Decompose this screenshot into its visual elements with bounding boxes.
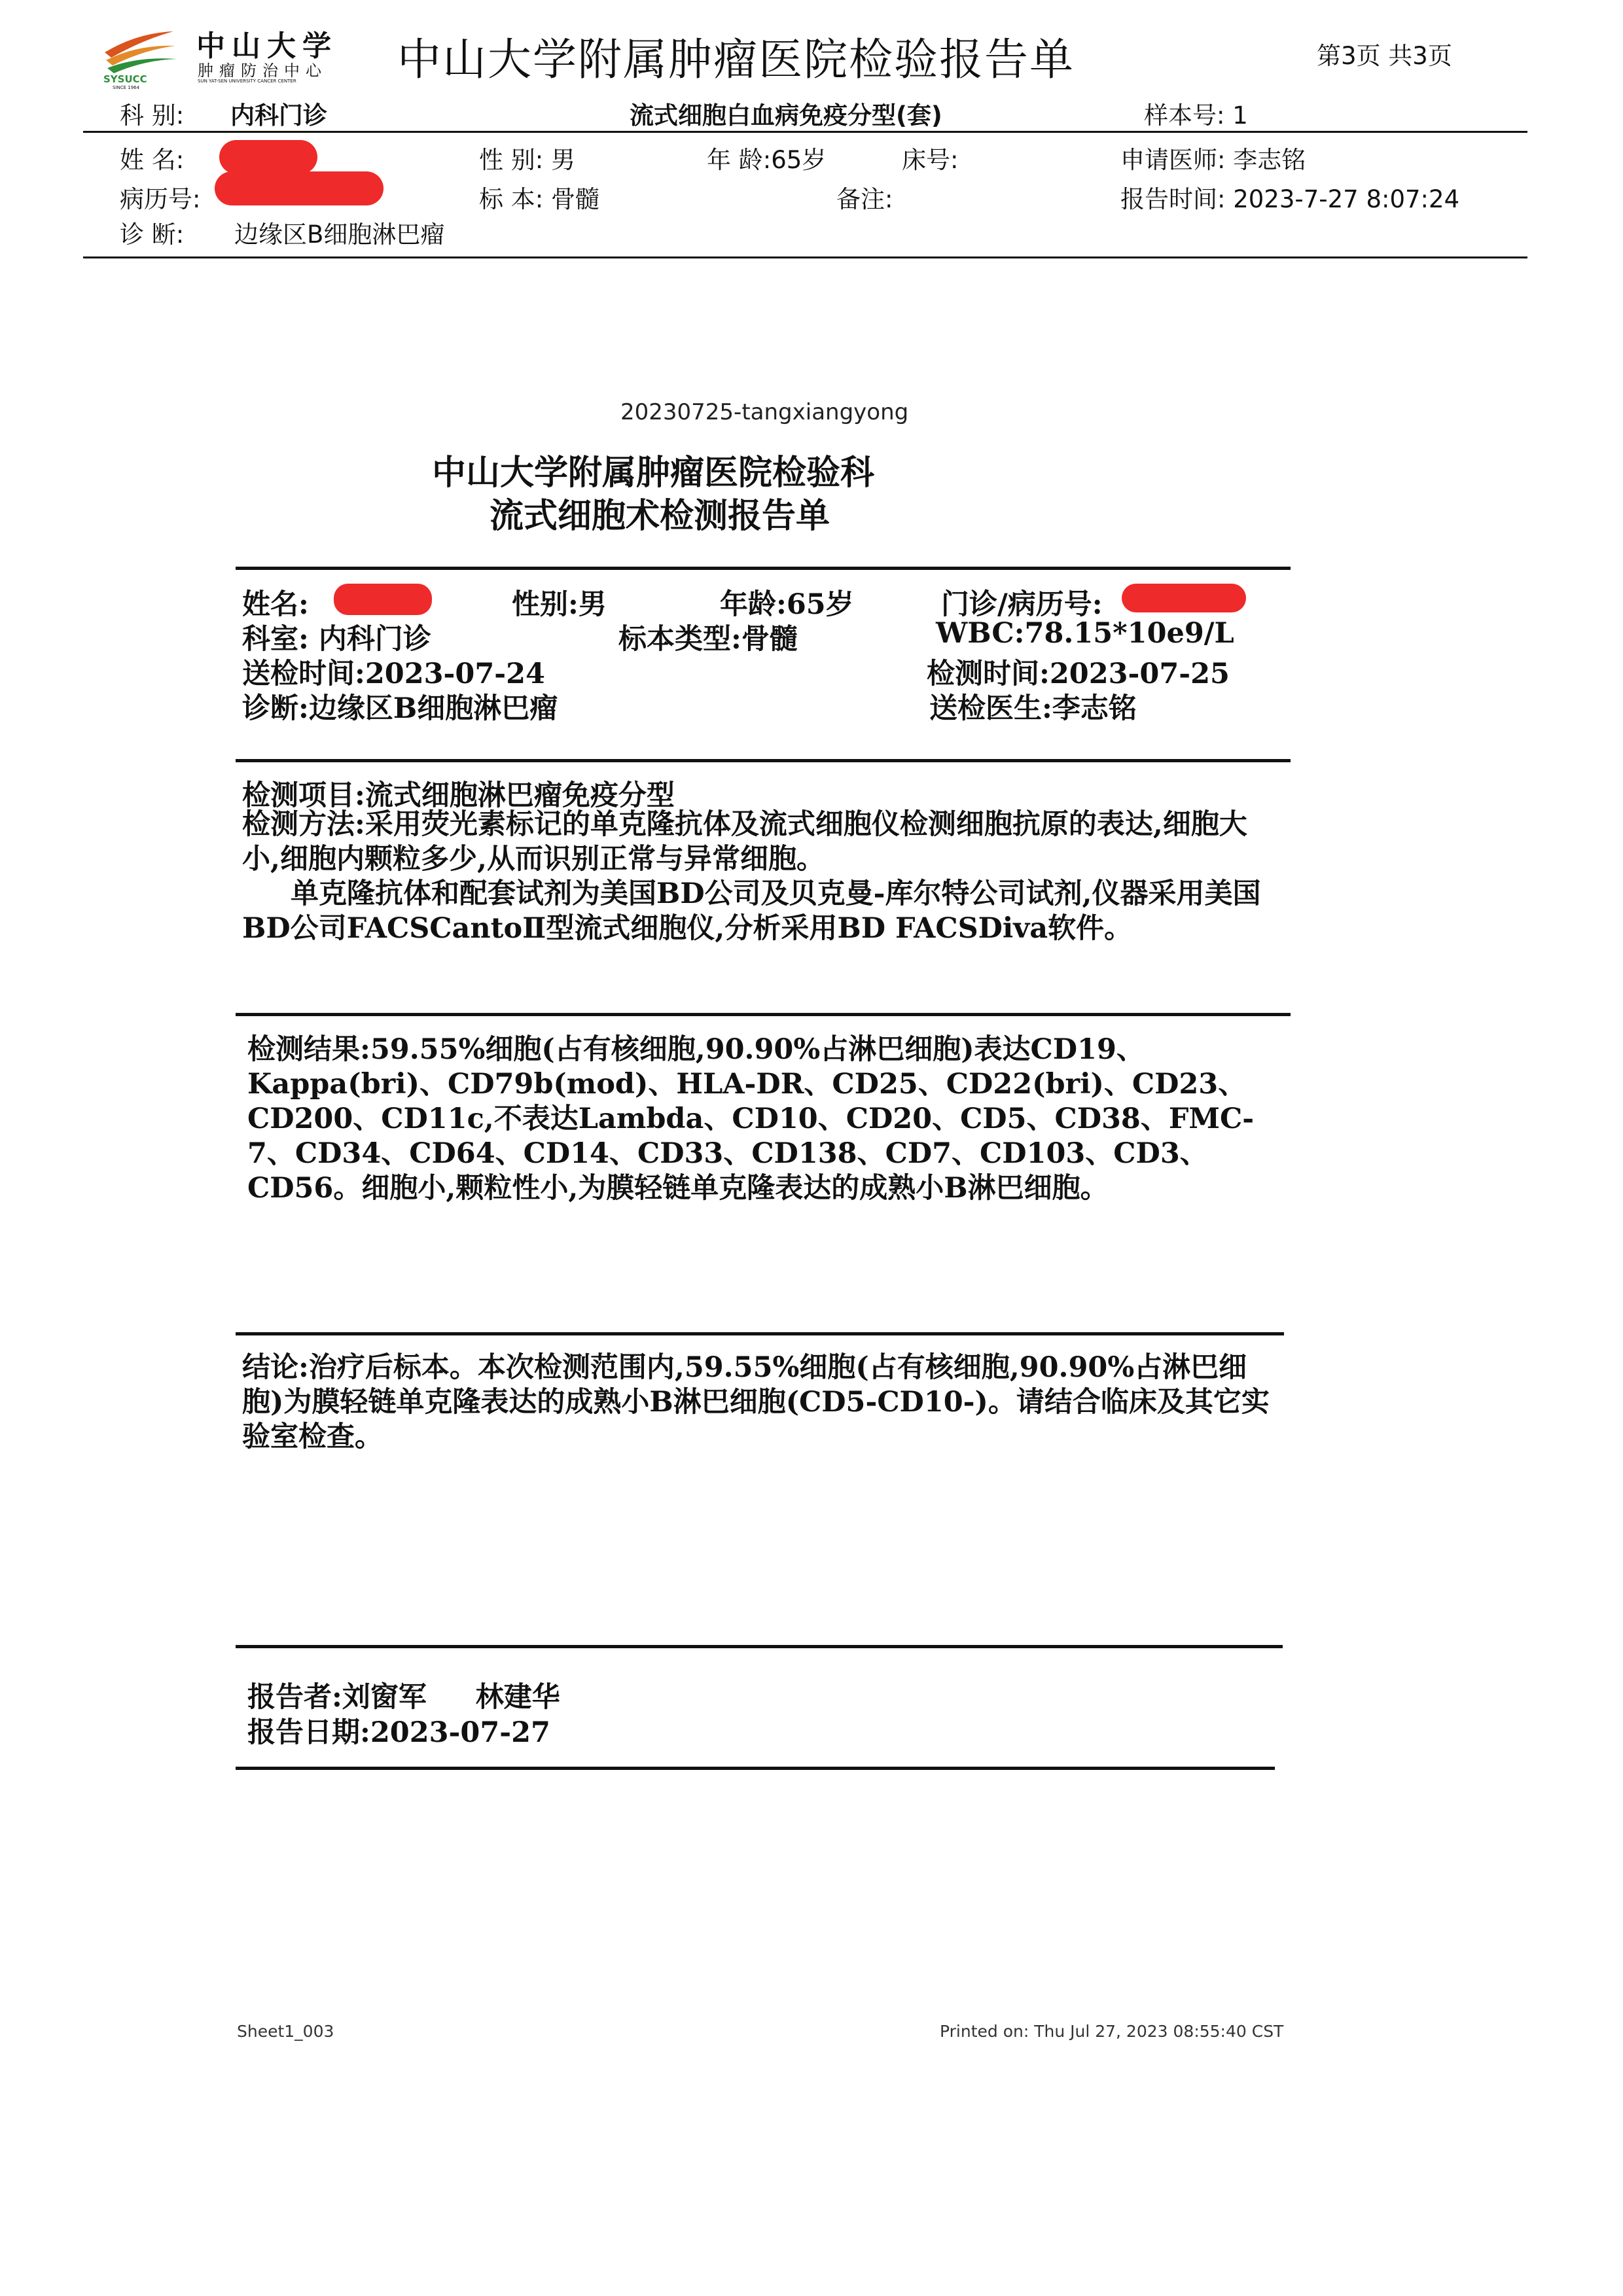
info-send-doctor: 送检医生:李志铭	[929, 692, 1137, 725]
page-title: 中山大学附属肿瘤医院检验报告单	[397, 34, 1075, 85]
logo-center-name: 肿瘤防治中心	[198, 62, 327, 80]
test-name: 流式细胞白血病免疫分型(套)	[630, 101, 942, 130]
department-label: 科 别:	[120, 101, 185, 130]
info-record-label: 门诊/病历号:	[941, 588, 1103, 621]
report-title: 流式细胞术检测报告单	[490, 496, 830, 536]
logo-emblem-icon	[98, 20, 183, 85]
redacted-name	[219, 140, 317, 174]
header-divider	[83, 131, 1527, 133]
redacted-info-record	[1122, 584, 1246, 612]
page-indicator: 第3页 共3页	[1317, 42, 1452, 70]
hospital-logo	[98, 20, 360, 90]
report-date: 报告日期:2023-07-27	[247, 1716, 550, 1749]
report-time: 报告时间: 2023-7-27 8:07:24	[1120, 185, 1460, 213]
test-reagents: 单克隆抗体和配套试剂为美国BD公司及贝克曼-库尔特公司试剂,仪器采用美国BD公司FACSCantoⅡ型流式细胞仪,分析采用BD FACSDiva软件。	[242, 877, 1261, 945]
remarks-label: 备注:	[836, 185, 893, 213]
report-id-line: 20230725-tangxiangyong	[620, 399, 909, 425]
info-department: 科室: 内科门诊	[242, 623, 431, 656]
department-value: 内科门诊	[230, 101, 327, 130]
info-sex: 性别:男	[512, 588, 607, 621]
diagnosis-label: 诊 断:	[120, 221, 185, 249]
specimen: 标 本: 骨髓	[479, 185, 599, 213]
info-send-time: 送检时间:2023-07-24	[242, 658, 545, 690]
diagnosis-value: 边缘区B细胞淋巴瘤	[234, 221, 445, 249]
patient-name-label: 姓 名:	[120, 146, 185, 174]
info-test-time: 检测时间:2023-07-25	[927, 658, 1230, 690]
section-line-3	[236, 1013, 1291, 1016]
patient-divider	[83, 256, 1527, 258]
info-wbc: WBC:78.15*10e9/L	[936, 617, 1234, 650]
patient-sex: 性 别: 男	[479, 146, 575, 174]
requesting-doctor: 申请医师: 李志铭	[1120, 146, 1306, 174]
record-number-label: 病历号:	[120, 185, 201, 213]
lab-title: 中山大学附属肿瘤医院检验科	[432, 453, 875, 493]
logo-university-name: 中山大学	[196, 29, 338, 63]
info-specimen-type: 标本类型:骨髓	[618, 623, 798, 656]
svg-text:SYSUCC: SYSUCC	[103, 73, 147, 85]
patient-age: 年 龄:65岁	[707, 146, 827, 174]
info-name-label: 姓名:	[242, 588, 309, 621]
info-diagnosis: 诊断:边缘区B细胞淋巴瘤	[242, 692, 558, 725]
reporter: 报告者:刘窗军 林建华	[247, 1681, 560, 1714]
logo-english-name: SUN YAT-SEN UNIVERSITY CANCER CENTER	[198, 79, 296, 84]
section-line-4	[236, 1332, 1284, 1335]
test-method: 检测方法:采用荧光素标记的单克隆抗体及流式细胞仪检测细胞抗原的表达,细胞大小,细胞内颗粒多少,从而识别正常与异常细胞。	[242, 808, 1247, 875]
info-age: 年龄:65岁	[720, 588, 854, 621]
test-item: 检测项目:流式细胞淋巴瘤免疫分型	[242, 779, 675, 812]
redacted-record-number	[215, 171, 383, 205]
section-line-5	[236, 1645, 1283, 1648]
printed-timestamp: Printed on: Thu Jul 27, 2023 08:55:40 CST	[940, 2022, 1284, 2041]
logo-year: SINCE 1964	[113, 85, 140, 90]
patient-bed: 床号:	[902, 146, 959, 174]
conclusion: 结论:治疗后标本。本次检测范围内,59.55%细胞(占有核细胞,90.90%占淋巴细胞)为膜轻链单克隆表达的成熟小B淋巴细胞(CD5-CD10-)。请结合临床及其它实验室检查。	[242, 1351, 1270, 1453]
section-line-2	[236, 759, 1291, 762]
sheet-id: Sheet1_003	[237, 2022, 334, 2041]
sample-number: 样本号: 1	[1144, 101, 1248, 130]
section-line-1	[236, 567, 1291, 570]
redacted-info-name	[334, 584, 432, 615]
test-result: 检测结果:59.55%细胞(占有核细胞,90.90%占淋巴细胞)表达CD19、Kappa(bri)、CD79b(mod)、HLA-DR、CD25、CD22(bri)、CD23、CD200、CD11c,不表达Lambda、CD10、CD20、CD5、CD38、FMC-7、CD34、CD64、CD14、CD33、CD138、CD7、CD103、CD3、CD56。细胞小,颗粒性小,为膜轻链单克隆表达的成熟小B淋巴细胞。	[247, 1033, 1255, 1205]
section-line-6	[236, 1767, 1275, 1770]
